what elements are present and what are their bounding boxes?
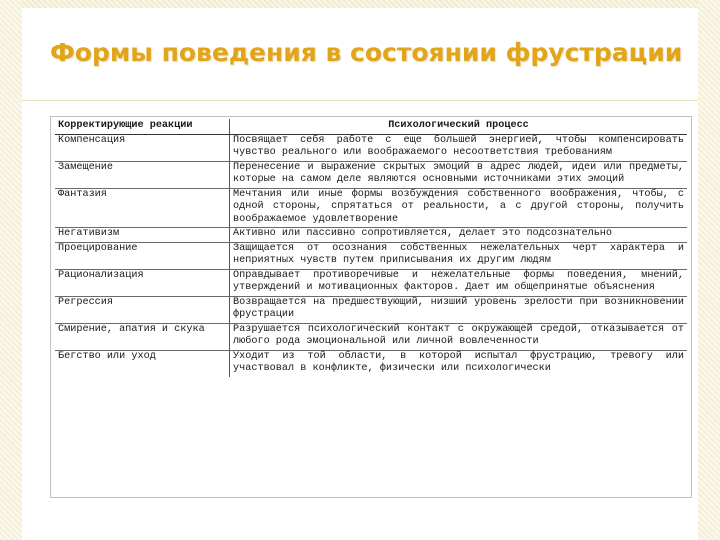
- right-decor-strip: [698, 0, 720, 540]
- reaction-cell: Регрессия: [55, 296, 230, 323]
- reaction-cell: Замещение: [55, 161, 230, 188]
- table-row: [55, 323, 687, 350]
- process-cell: Разрушается психологический контакт с окружающей средой, отказывается от любого рода эмоциональной или личной вовлеченности: [230, 323, 688, 350]
- table-row: [55, 350, 687, 377]
- header-reaction: Корректирующие реакции: [55, 119, 230, 134]
- table-row: [55, 296, 687, 323]
- behavior-table: [55, 119, 687, 377]
- process-cell: Возвращается на предшествующий, низший уровень зрелости при возникновении фрустрации: [230, 296, 688, 323]
- table-row: [55, 242, 687, 269]
- reaction-cell: Бегство или уход: [55, 350, 230, 377]
- left-decor-strip: [0, 0, 22, 540]
- process-cell: Уходит из той области, в которой испытал фрустрацию, тревогу или участвовал в конфликте, физически или психологически: [233, 350, 684, 374]
- reaction-cell: Смирение, апатия и скука: [55, 323, 230, 350]
- process-cell: Перенесение и выражение скрытых эмоций в адрес людей, идеи или предметы, которые на самом деле являются основными источниками этих эмоций: [230, 161, 688, 188]
- header-process: Психологический процесс: [230, 119, 688, 134]
- process-cell: Мечтания или иные формы возбуждения собственного воображения, чтобы, с одной стороны, спрятаться от реальности, а с другой стороны, получить воображаемое удовлетворение: [230, 188, 688, 228]
- process-cell: Оправдывает противоречивые и нежелательные формы поведения, мнений, утверждений и мотивационных факторов. Дает им общепринятые объяснения: [230, 269, 688, 296]
- table-header-row: [55, 119, 687, 134]
- reaction-cell: Компенсация: [55, 134, 230, 161]
- reaction-cell: Проецирование: [55, 242, 230, 269]
- reaction-cell: Негативизм: [55, 228, 230, 243]
- reaction-cell: Фантазия: [55, 188, 230, 228]
- process-cell: Активно или пассивно сопротивляется, делает это подсознательно: [230, 228, 688, 243]
- table-row: [55, 161, 687, 188]
- table-row: [55, 269, 687, 296]
- process-cell: Защищается от осознания собственных нежелательных черт характера и неприятных чувств путем приписывания их другим людям: [230, 242, 688, 269]
- top-decor-band: [22, 0, 698, 8]
- table-frame: [50, 116, 692, 498]
- table-row: [55, 188, 687, 228]
- reaction-cell: Рационализация: [55, 269, 230, 296]
- table-row: [55, 228, 687, 243]
- table-row: [55, 134, 687, 161]
- slide-title: Формы поведения в состоянии фрустрации: [50, 38, 683, 67]
- process-cell: Посвящает себя работе с еще большей энергией, чтобы компенсировать чувство реального или воображаемого несоответствия требованиям: [230, 134, 688, 161]
